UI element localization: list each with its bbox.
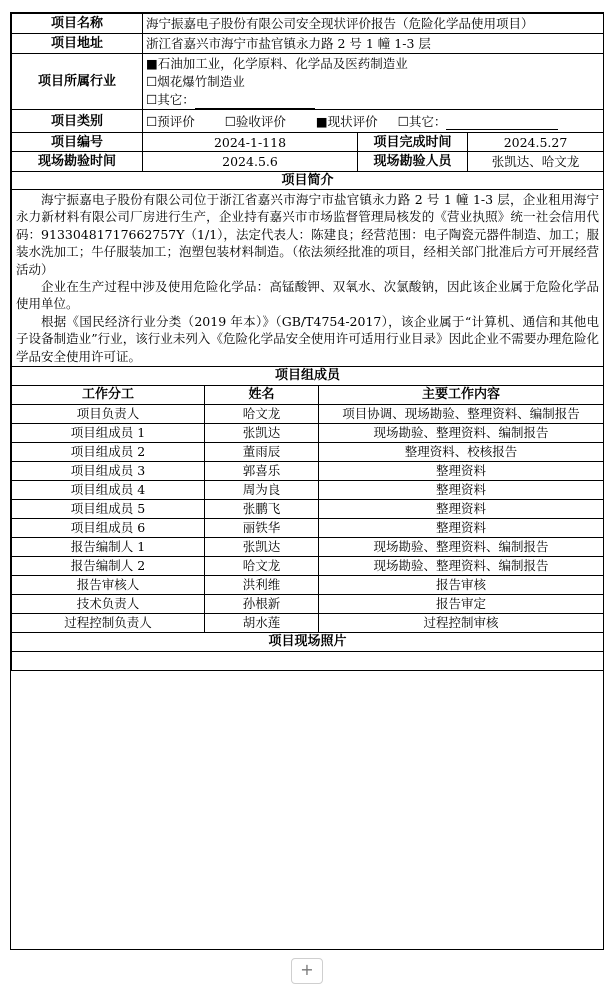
photos-title: 项目现场照片 [12,633,604,652]
project-name-value: 海宁振嘉电子股份有限公司安全现状评价报告（危险化学品使用项目） [143,14,604,34]
member-name: 洪利维 [205,576,319,595]
member-work: 现场勘验、整理资料、编制报告 [319,538,604,557]
surveyor-value: 张凯达、哈文龙 [468,152,604,172]
member-work: 整理资料、校核报告 [319,443,604,462]
category-options [143,110,604,133]
table-row [12,519,604,538]
survey-time-value: 2024.5.6 [143,152,358,172]
member-work: 项目协调、现场勘验、整理资料、编制报告 [319,405,604,424]
table-row [12,500,604,519]
member-role: 项目组成员 5 [12,500,205,519]
industry-other-blank [195,95,315,109]
member-name: 董雨辰 [205,443,319,462]
members-rows [12,405,604,633]
completion-value: 2024.5.27 [468,133,604,152]
member-role: 报告审核人 [12,576,205,595]
member-role: 项目组成员 1 [12,424,205,443]
survey-time-label: 现场勘验时间 [12,152,143,172]
photos-area [12,652,604,671]
member-name: 张鹏飞 [205,500,319,519]
category-other-blank [446,116,558,130]
member-name: 胡水莲 [205,614,319,633]
table-row [12,595,604,614]
document-page [10,12,604,950]
intro-title: 项目简介 [12,172,604,190]
member-role: 报告编制人 2 [12,557,205,576]
project-name-label: 项目名称 [12,14,143,34]
members-col-role: 工作分工 [12,386,205,405]
category-status: ■现状评价 [315,113,378,129]
member-role: 技术负责人 [12,595,205,614]
member-role: 报告编制人 1 [12,538,205,557]
intro-paragraph: 海宁振嘉电子股份有限公司位于浙江省嘉兴市海宁市盐官镇永力路 2 号 1 幢 1-3 层，企业租用海宁永力新材料有限公司厂房进行生产，企业持有嘉兴市市场监督管理局核发的《营业执照》统一社会信用代码：91330481717662757Y（1/1），法定代表人：陈建良；经营范围：电子陶瓷元器件制造、加工；服装水洗加工；牛仔服装加工；泡塑包装材料制造。（依法须经批准的项目，经相关部门批准后方可开展经营活动） [16,192,600,277]
member-name: 孙根新 [205,595,319,614]
table-row [12,557,604,576]
intro-paragraph: 企业在生产过程中涉及使用危险化学品：高锰酸钾、双氧水、次氯酸钠，因此该企业属于危险化学品使用单位。 [16,279,600,312]
member-name: 张凯达 [205,538,319,557]
number-label: 项目编号 [12,133,143,152]
industry-option-petrochem: ■石油加工业，化学原料、化学品及医药制造业 [146,55,408,71]
member-role: 项目组成员 3 [12,462,205,481]
category-label: 项目类别 [12,110,143,133]
member-work: 整理资料 [319,519,604,538]
table-row [12,462,604,481]
number-value: 2024-1-118 [143,133,358,152]
surveyor-label: 现场勘验人员 [358,152,468,172]
table-row [12,424,604,443]
member-name: 郭喜乐 [205,462,319,481]
member-work: 现场勘验、整理资料、编制报告 [319,557,604,576]
member-role: 项目组成员 4 [12,481,205,500]
completion-label: 项目完成时间 [358,133,468,152]
address-value: 浙江省嘉兴市海宁市盐官镇永力路 2 号 1 幢 1-3 层 [143,34,604,54]
table-row [12,443,604,462]
member-work: 现场勘验、整理资料、编制报告 [319,424,604,443]
category-acceptance: ☐验收评价 [224,113,286,129]
member-role: 项目组成员 2 [12,443,205,462]
member-name: 哈文龙 [205,557,319,576]
category-pre: ☐预评价 [146,113,195,129]
members-col-name: 姓名 [205,386,319,405]
member-work: 整理资料 [319,481,604,500]
table-row [12,576,604,595]
member-work: 整理资料 [319,500,604,519]
members-title: 项目组成员 [12,367,604,386]
member-work: 报告审定 [319,595,604,614]
member-name: 张凯达 [205,424,319,443]
member-work: 整理资料 [319,462,604,481]
table-row [12,405,604,424]
category-other: ☐其它： [397,113,447,129]
project-info-table [11,13,604,367]
site-photo-road [19,670,298,671]
industry-options [143,54,604,110]
member-work: 报告审核 [319,576,604,595]
member-role: 项目组成员 6 [12,519,205,538]
member-role: 项目负责人 [12,405,205,424]
table-row [12,481,604,500]
address-label: 项目地址 [12,34,143,54]
intro-paragraph: 根据《国民经济行业分类（2019 年本）》（GB/T4754-2017），该企业属于“计算机、通信和其他电子设备制造业”行业，该行业未列入《危险化学品安全使用许可适用行业目录》因此企业不需要办理危险化学品安全使用许可证。 [16,313,600,364]
add-button[interactable]: + [291,958,323,984]
member-work: 过程控制审核 [319,614,604,633]
member-name: 哈文龙 [205,405,319,424]
site-photo-building [298,670,577,671]
table-row [12,538,604,557]
industry-option-other: ☐其它： [146,91,600,109]
table-row [12,614,604,633]
member-role: 过程控制负责人 [12,614,205,633]
industry-label: 项目所属行业 [12,54,143,110]
members-table [11,366,604,671]
industry-option-fireworks: ☐烟花爆竹制造业 [146,73,245,89]
member-name: 周为良 [205,481,319,500]
intro-body [12,190,604,367]
member-name: 丽铁华 [205,519,319,538]
members-col-work: 主要工作内容 [319,386,604,405]
